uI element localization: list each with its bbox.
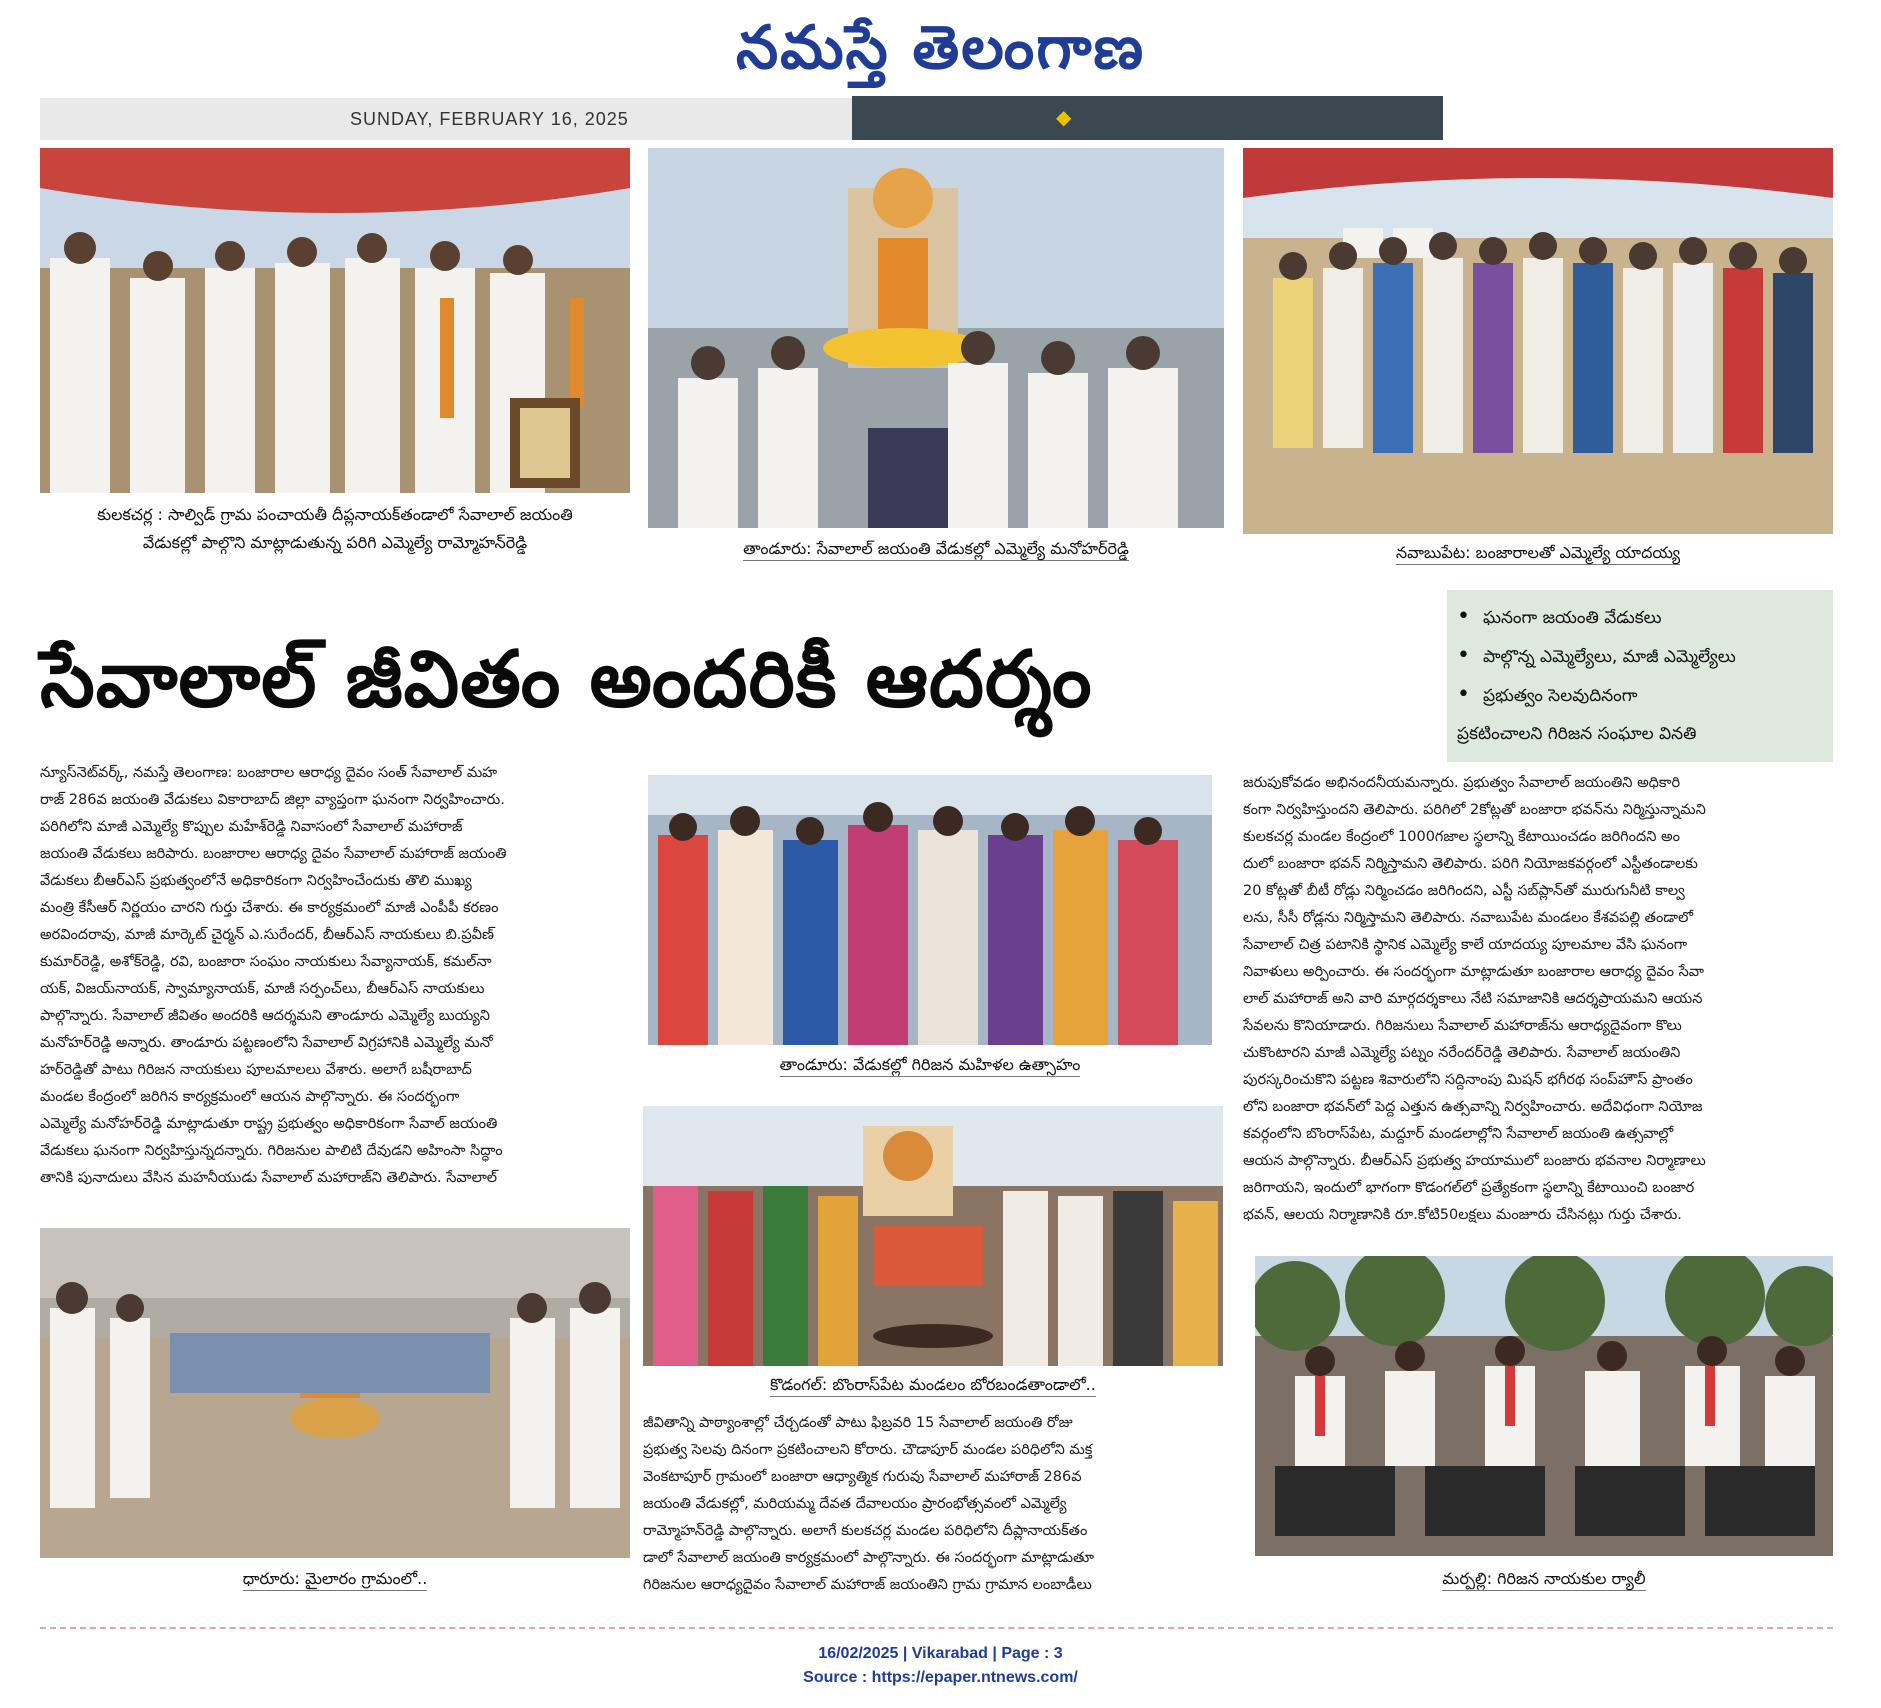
article-line: హర్‌రెడ్డితో పాటు గిరిజన నాయకులు పూలమాలలు వేశారు. అలాగే బషీరాబాద్ [40, 1062, 472, 1078]
photo-marpally-caption-wrap [1255, 1566, 1833, 1592]
header-mark-icon: ◆ [1056, 105, 1072, 129]
article-line: చుకొంటారని మాజీ ఎమ్మెల్యే పట్నం నరేందర్‌రెడ్డి తెలిపారు. సేవాలాల్ జయంతిని [1243, 1045, 1681, 1061]
highlight-text: ఘనంగా జయంతి వేడుకలు [1483, 608, 1662, 628]
header-dark-bar [852, 96, 1443, 140]
highlight-item [1457, 676, 1823, 715]
photo-tandur-women [648, 775, 1212, 1045]
article-line: గిరిజనుల ఆరాధ్యదైవం సేవాలాల్ మహారాజ్ జయంతిని గ్రామ గ్రామాన లంబాడీలు [643, 1577, 1092, 1593]
photo-tandur-women-caption: తాండూరు: వేడుకల్లో గిరిజన మహిళల ఉత్సాహం [780, 1055, 1081, 1077]
masthead-title: నమస్తే తెలంగాణ [735, 13, 1146, 83]
article-line: వేడుకలు ఘనంగా నిర్వహిస్తున్నదన్నారు. గిరిజనుల పాలిటి దేవుడని అహింసా సిద్ధాం [40, 1143, 503, 1159]
article-line: జయంతి వేడుకల్లో, మరియమ్మ దేవత దేవాలయం ప్రారంభోత్సవంలో ఎమ్మెల్యే [643, 1496, 1067, 1512]
photo-tandur-statue [648, 148, 1224, 528]
article-line: వెంకటాపూర్ గ్రామంలో బంజారా ఆధ్యాత్మిక గురువు సేవాలాల్ మహారాజ్ 286వ [643, 1469, 1082, 1485]
article-line: వేడుకలు బీఆర్‌ఎస్ ప్రభుత్వంలోనే అధికారికంగా నిర్వహించేందుకు తొలి ముఖ్య [40, 873, 472, 889]
article-line: తానికి పునాదులు వేసిన మహనీయుడు సేవాలాల్ మహారాజ్‌ని తెలిపారు. సేవాలాల్ [40, 1170, 498, 1186]
article-line: ఆయన పాల్గొన్నారు. బీఆర్‌ఎస్ ప్రభుత్వ హయాములో బంజారు భవనాల నిర్మాణాలు [1243, 1153, 1706, 1169]
photo-kodangal-caption: కొడంగల్: బొంరాస్‌పేట మండలం బోరబండతాండాలో.. [770, 1375, 1096, 1397]
photo-marpally-rally [1255, 1256, 1833, 1556]
article-column-3 [1243, 770, 1833, 1229]
article-line: భవన్, ఆలయ నిర్మాణానికి రూ.కోటి50లక్షలు మంజూరు చేసినట్లు గుర్తు చేశారు. [1243, 1207, 1682, 1223]
article-line: అరవిందరావు, మాజీ మార్కెట్ చైర్మన్ ఎ.సురేందర్, బీఆర్‌ఎస్ నాయకులు బి.ప్రవీణ్ [40, 927, 494, 943]
highlight-continuation: ప్రకటించాలని గిరిజన సంఘాల వినతి [1457, 724, 1697, 744]
highlight-text: ప్రభుత్వం సెలవుదినంగా [1483, 686, 1638, 706]
article-line: లోని బంజారా భవన్‌లో పెద్ద ఎత్తున ఉత్సవాన్ని నిర్వహించారు. అదేవిధంగా నియోజ [1243, 1099, 1703, 1115]
highlight-text: పాల్గొన్న ఎమ్మెల్యేలు, మాజీ ఎమ్మెల్యేలు [1483, 647, 1736, 667]
edition-date: SUNDAY, FEBRUARY 16, 2025 [350, 109, 629, 129]
article-line: రామ్మోహన్‌రెడ్డి పాల్గొన్నారు. అలాగే కులకచర్ల మండల పరిధిలోని దీప్లానాయక్‌తం [643, 1523, 1088, 1539]
article-line: మనోహర్‌రెడ్డి అన్నారు. తాండూరు పట్టణంలోని సేవాలాల్ విగ్రహానికి ఎమ్మెల్యే మనో [40, 1035, 493, 1051]
article-line: పరిగిలోని మాజీ ఎమ్మెల్యే కొప్పుల మహేశ్‌రెడ్డి నివాసంలో సేవాలాల్ మహారాజ్ [40, 819, 463, 835]
bullet-icon: • [1457, 682, 1470, 707]
photo-tandur-women-caption-wrap [648, 1052, 1212, 1078]
article-line: పాల్గొన్నారు. సేవాలాల్ జీవితం అందరికి ఆదర్శమని తాండూరు ఎమ్మెల్యే బుయ్యని [40, 1008, 490, 1024]
article-line: మండల కేంద్రంలో జరిగిన కార్యక్రమంలో ఆయన పాల్గొన్నారు. ఈ సందర్భంగా [40, 1089, 460, 1105]
article-column-1 [40, 760, 630, 1192]
article-line: ప్రభుత్వ సెలవు దినంగా ప్రకటించాలని కోరారు. చౌడాపూర్ మండల పరిధిలోని మక్త [643, 1442, 1093, 1458]
highlight-item [1457, 598, 1823, 637]
photo-nawabpet-caption: నవాబుపేట: బంజారాలతో ఎమ్మెల్యే యాదయ్య [1396, 543, 1680, 565]
article-line: దులో బంజారా భవన్ నిర్మిస్తామని తెలిపారు. పరిగి నియోజకవర్గంలో ఎస్టీతండాలకు [1243, 856, 1698, 872]
photo-dharur [40, 1228, 630, 1558]
article-line: కవర్గంలోని బొంరాస్‌పేట, మద్దూర్ మండలాల్లోని సేవాలాల్ జయంతి ఉత్సవాల్లో [1243, 1126, 1674, 1142]
bullet-icon: • [1457, 604, 1470, 629]
bullet-icon: • [1457, 643, 1470, 668]
photo-dharur-caption: ధారూరు: మైలారం గ్రామంలో.. [243, 1569, 428, 1591]
article-line: జరిగాయని, ఇందులో భాగంగా కొడంగల్‌లో ప్రత్యేకంగా స్థలాన్ని కేటాయించి బంజార [1243, 1180, 1695, 1196]
article-line: కులకచర్ల మండల కేంద్రంలో 1000గజాల స్థలాన్ని కేటాయించడం జరిగిందని అం [1243, 829, 1680, 845]
article-column-2 [643, 1410, 1225, 1599]
article-line: ఎమ్మెల్యే మనోహర్‌రెడ్డి మాట్లాడుతూ రాష్ట్ర ప్రభుత్వం అధికారికంగా సేవాల్ జయంతి [40, 1116, 498, 1132]
photo-kodangal [643, 1106, 1223, 1366]
article-line: నివాళులు అర్పించారు. ఈ సందర్భంగా మాట్లాడుతూ బంజారాల ఆరాధ్య దైవం సేవా [1243, 964, 1704, 980]
main-headline: సేవాలాల్ జీవితం అందరికీ ఆదర్శం [40, 635, 1093, 725]
photo-dharur-caption-wrap [40, 1566, 630, 1592]
article-line: 20 కోట్లతో బీటీ రోడ్లు నిర్మించడం జరిగిందని, ఎస్టీ సబ్‌ప్లాన్‌తో మురుగునీటి కాల్వ [1243, 883, 1685, 899]
article-line: జరుపుకోవడం అభినందనీయమన్నారు. ప్రభుత్వం సేవాలాల్ జయంతిని అధికారి [1243, 775, 1681, 791]
article-line: కుమార్‌రెడ్డి, అశోక్‌రెడ్డి, రవి, బంజారా సంఘం నాయకులు సేవ్యానాయక్, కమల్‌నా [40, 954, 492, 970]
article-line: న్యూస్‌నెట్‌వర్క్, నమస్తే తెలంగాణ: బంజారాల ఆరాధ్య దైవం సంత్ సేవాలాల్ మహ [40, 765, 498, 781]
article-line: సేవలను కొనియాడారు. గిరిజనులు సేవాలాల్ మహారాజ్‌ను ఆరాధ్యదైవంగా కొలు [1243, 1018, 1682, 1034]
footer-edition-info: 16/02/2025 | Vikarabad | Page : 3 [818, 1645, 1063, 1662]
article-line: యక్, విజయ్‌నాయక్, స్వామ్యానాయక్, మాజీ సర్పంచ్‌లు, బీఆర్‌ఎస్ నాయకులు [40, 981, 485, 997]
article-line: జీవితాన్ని పాఠ్యాంశాల్లో చేర్చడంతో పాటు ఫిబ్రవరి 15 సేవాలాల్ జయంతి రోజు [643, 1415, 1073, 1431]
photo-kulakacharla-caption-line2: వేడుకల్లో పాల్గొని మాట్లాడుతున్న పరిగి ఎమ్మెల్యే రామ్మోహన్‌రెడ్డి [142, 533, 528, 552]
article-line: కంగా నిర్వహిస్తుందని తెలిపారు. పరిగిలో 2కోట్లతో బంజారా భవన్‌ను నిర్మిస్తున్నామని [1243, 802, 1706, 818]
photo-marpally-caption: మర్పల్లి: గిరిజన నాయకుల ర్యాలీ [1442, 1569, 1645, 1591]
article-line: లను, సీసీ రోడ్లను నిర్మిస్తామని తెలిపారు. నవాబుపేట మండలం కేశవపల్లి తండాలో [1243, 910, 1694, 926]
highlight-item [1457, 637, 1823, 676]
article-line: లాల్ మహారాజ్ అని వారి మార్గదర్శకాలు నేటి సమాజానికి ఆదర్శప్రాయమని ఆయన [1243, 991, 1703, 1007]
article-line: జయంతి వేడుకలు జరిపారు. బంజారాల ఆరాధ్య దైవం సేవాలాల్ మహారాజ్ జయంతి [40, 846, 507, 862]
photo-kulakacharla-caption-line1: కులకచర్ల : సాల్విడ్ గ్రామ పంచాయతీ దీప్లనాయక్‌తండాలో సేవాలాల్ జయంతి [97, 505, 573, 524]
article-line: సేవాలాల్ చిత్ర పటానికి స్థానిక ఎమ్మెల్యే కాలే యాదయ్య పూలమాల వేసి ఘనంగా [1243, 937, 1688, 953]
article-line: డాలో సేవాలాల్ జయంతి కార్యక్రమంలో పాల్గొన్నారు. ఈ సందర్భంగా మాట్లాడుతూ [643, 1550, 1094, 1566]
article-line: మంత్రి కేసీఆర్ నిర్ణయం చారని గుర్తు చేశారు. ఈ కార్యక్రమంలో మాజీ ఎంపీపీ కరణం [40, 900, 499, 916]
photo-tandur-statue-caption: తాండూరు: సేవాలాల్ జయంతి వేడుకల్లో ఎమ్మెల్యే మనోహర్‌రెడ్డి [743, 539, 1129, 561]
article-line: రాజ్ 286వ జయంతి వేడుకలు వికారాబాద్ జిల్లా వ్యాప్తంగా ఘనంగా నిర్వహించారు. [40, 792, 505, 808]
footer-source-link[interactable]: Source : https://epaper.ntnews.com/ [803, 1669, 1078, 1686]
photo-nawabpet [1243, 148, 1833, 534]
article-line: పురస్కరించుకొని పట్టణ శివారులోని సద్దినాంపు మిషన్ భగీరథ సంప్‌హౌస్ ప్రాంతం [1243, 1072, 1693, 1088]
photo-kulakacharla [40, 148, 630, 493]
highlights-box [1447, 590, 1833, 762]
photo-nawabpet-caption-wrap [1243, 540, 1833, 566]
photo-tandur-statue-caption-wrap [648, 536, 1224, 562]
footer-divider [40, 1627, 1833, 1629]
photo-kodangal-caption-wrap [643, 1372, 1223, 1398]
